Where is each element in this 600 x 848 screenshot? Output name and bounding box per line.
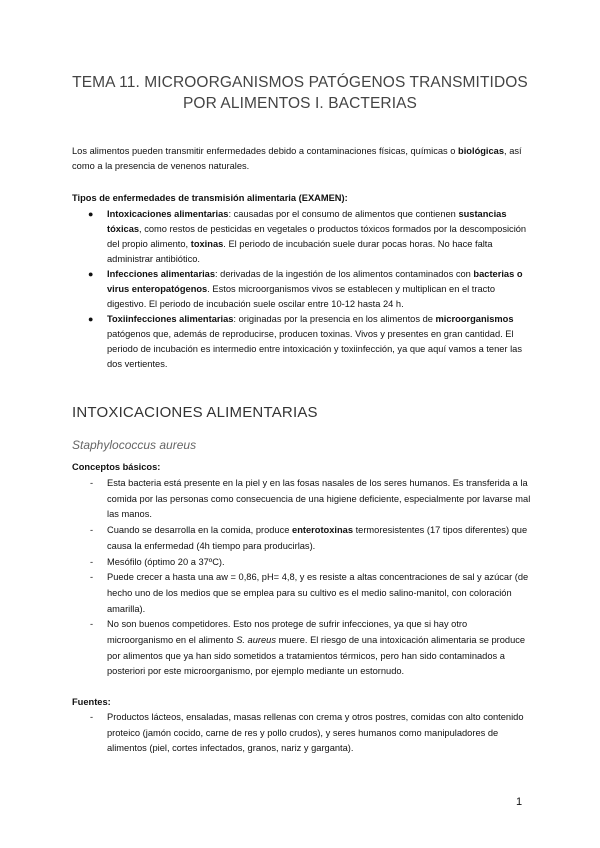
conceptos-list: [72, 476, 532, 680]
dash-bullet: -: [90, 619, 94, 630]
section-heading: INTOXICACIONES ALIMENTARIAS: [72, 404, 318, 421]
disease-types-list: [72, 207, 532, 372]
concepto-text: muere. El riesgo de una intoxicación alimentaria se produce por alimentos que ya han sido sometidos a tratamientos térmicos, pero han sido contaminados a posteriori por este microorganismo, por ejemplo mediante un estornudo.: [107, 635, 526, 677]
bullet-icon: ●: [88, 269, 94, 279]
list-item: [72, 555, 532, 571]
list-item: [72, 710, 532, 757]
list-item: [72, 312, 532, 372]
list-item: [72, 617, 532, 680]
bullet-text: : causadas por el consumo de alimentos que contienen: [228, 209, 456, 219]
concepto-italic: S. aureus: [236, 635, 276, 646]
title-line-2: POR ALIMENTOS I. BACTERIAS: [182, 95, 417, 112]
bullet-bold: bacterias o virus enteropatógenos: [107, 269, 523, 294]
dash-bullet: -: [90, 478, 94, 488]
bullet-term: Infecciones alimentarias: [107, 269, 215, 279]
dash-bullet: -: [90, 572, 94, 583]
concepto-text: Mesófilo (óptimo 20 a 37ºC).: [107, 556, 225, 567]
intro-text-1: Los alimentos pueden transmitir enfermedades debido a contaminaciones físicas, químicas o: [72, 146, 456, 156]
list-item: [72, 570, 532, 617]
subsection-heading: Staphylococcus aureus: [72, 438, 197, 452]
bullet-icon: ●: [88, 209, 94, 219]
concepto-text: Cuando se desarrolla en la comida, produce: [107, 525, 293, 536]
list-item: [72, 476, 532, 523]
concepto-text: Puede crecer a hasta una aw = 0,86, pH= 4,8, y es resiste a altas concentraciones de sal y azúcar (de hecho uno de los medios que se emplea para su cultivo es el medio salino-manitol, con coloración amarilla).: [107, 572, 529, 614]
intro-bold: biológicas: [458, 146, 505, 156]
bullet-text: . El periodo de incubación suele durar pocas horas. No hace falta administrar antibiótico.: [107, 239, 493, 264]
bullet-text: : derivadas de la ingestión de los alimentos contaminados con: [215, 269, 471, 279]
bullet-term: Toxiinfecciones alimentarias: [107, 314, 234, 324]
bullet-bold: toxinas: [190, 239, 224, 249]
fuentes-heading: Fuentes:: [72, 697, 111, 707]
intro-text-2: , así como a la presencia de venenos naturales.: [72, 146, 522, 171]
bullet-text: . Estos microorganismos vivos se establecen y multiplican en el tracto digestivo. El periodo de incubación suele oscilar entre 10-12 hasta 24 h.: [107, 284, 496, 309]
page-title: [60, 72, 540, 114]
fuente-text: Productos lácteos, ensaladas, masas rellenas con crema y otros postres, comidas con alto contenido proteico (jamón cocido, carne de res y pollo crudos), y seres humanos como manipuladores de alimentos (piel, cortes infectados, granos, nariz y garganta).: [107, 712, 524, 754]
conceptos-heading: Conceptos básicos:: [72, 462, 161, 472]
concepto-bold: enterotoxinas: [292, 525, 353, 536]
title-line-1: TEMA 11. MICROORGANISMOS PATÓGENOS TRANSMITIDOS: [72, 74, 528, 91]
fuentes-list: [72, 710, 532, 757]
concepto-text: termoresistentes (17 tipos diferentes) que causa la enfermedad (4h tiempo para producirlas).: [107, 525, 528, 551]
list-item: [72, 207, 532, 267]
concepto-text: No son buenos competidores. Esto nos protege de sufrir infecciones, ya que si hay otro microorganismo en el alimento: [107, 619, 468, 646]
list-item: [72, 267, 532, 312]
bullet-bold: sustancias tóxicas: [107, 209, 507, 234]
dash-bullet: -: [90, 525, 94, 536]
dash-bullet: -: [90, 556, 94, 567]
bullet-icon: ●: [88, 314, 94, 324]
bullet-text: , como restos de pesticidas en vegetales o productos tóxicos formados por la descomposición del propio alimento,: [107, 224, 527, 249]
bullet-term: Intoxicaciones alimentarias: [107, 209, 229, 219]
page-number: 1: [516, 796, 523, 808]
list-item: [72, 523, 532, 554]
bullet-text: patógenos que, además de reproducirse, producen toxinas. Vivos y presentes en gran cantidad. El periodo de incubación es intermedio entre intoxicación y toxiinfección, ya que aquí vamos a tener las dos vertientes.: [107, 329, 522, 369]
intro-paragraph: [72, 144, 532, 174]
dash-bullet: -: [90, 712, 94, 722]
bullet-bold: microorganismos: [435, 314, 514, 324]
types-heading: Tipos de enfermedades de transmisión alimentaria (EXAMEN):: [72, 193, 348, 203]
bullet-text: : originadas por la presencia en los alimentos de: [233, 314, 433, 324]
concepto-text: Esta bacteria está presente en la piel y en las fosas nasales de los seres humanos. Es transferida a la comida por las personas como consecuencia de una higiene deficiente, especialmente por lavarse mal las manos.: [107, 478, 531, 520]
